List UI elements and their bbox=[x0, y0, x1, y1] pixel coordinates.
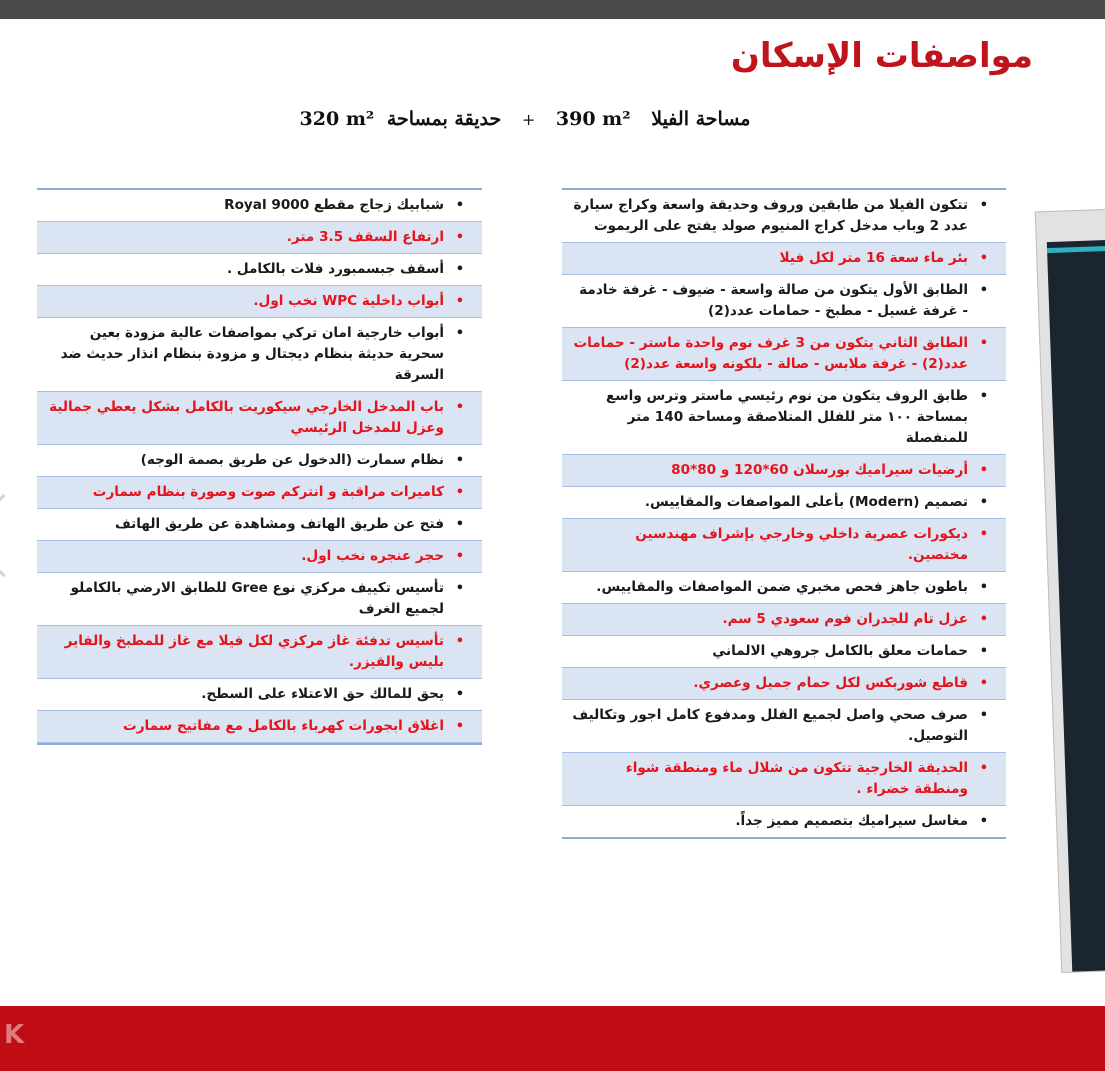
spec-item: • ديكورات عصرية داخلي وخارجي بإشراف مهندسين مختصين. bbox=[562, 518, 1006, 572]
villa-area-value: 390 m² bbox=[555, 108, 631, 130]
spec-item: • قاطع شوربكس لكل حمام جميل وعصري. bbox=[562, 667, 1006, 700]
spec-item: • ارتفاع السقف 3.5 متر. bbox=[37, 221, 482, 254]
spec-item: • نظام سمارت (الدخول عن طريق بصمة الوجه) bbox=[37, 445, 482, 476]
spec-item: • باطون جاهز فحص مخبري ضمن المواصفات والمقاييس. bbox=[562, 572, 1006, 603]
area-summary bbox=[0, 108, 1050, 130]
side-frame-accent bbox=[1047, 246, 1105, 253]
spec-item: • يحق للمالك حق الاعتلاء على السطح. bbox=[37, 679, 482, 710]
side-frame-screen bbox=[1047, 240, 1105, 972]
spec-item: • تصميم (Modern) بأعلى المواصفات والمقاييس. bbox=[562, 487, 1006, 518]
spec-item: • أسقف جبسمبورد فلات بالكامل . bbox=[37, 254, 482, 285]
spec-item: • مغاسل سيراميك بتصميم مميز جداً. bbox=[562, 806, 1006, 837]
spec-item: • تتكون الفيلا من طابقين وروف وحديقة واسعة وكراج سيارة عدد 2 وباب مدخل كراج المنيوم صولد يفتح على الريموت bbox=[562, 190, 1006, 242]
logo-mark-icon: K bbox=[4, 1020, 25, 1050]
garden-area-label: حديقة بمساحة bbox=[386, 108, 502, 130]
spec-item: • عزل تام للجدران فوم سعودي 5 سم. bbox=[562, 603, 1006, 636]
spec-item: • الطابق الثاني يتكون من 3 غرف نوم واحدة ماستر - حمامات عدد(2) - غرفة ملابس - صالة - بلكونه واسعة عدد(2) bbox=[562, 327, 1006, 381]
top-bar bbox=[0, 0, 1105, 19]
spec-item: • كاميرات مراقبة و انتركم صوت وصورة بنظام سمارت bbox=[37, 476, 482, 509]
spec-item: • أرضيات سيراميك بورسلان 60*120 و 80*80 bbox=[562, 454, 1006, 487]
spec-item: • صرف صحي واصل لجميع الفلل ومدفوع كامل اجور وتكاليف التوصيل. bbox=[562, 700, 1006, 752]
spec-item: • حجر عنجره نخب اول. bbox=[37, 540, 482, 573]
specs-column-left bbox=[37, 188, 482, 745]
spec-item: • الحديقة الخارجية تتكون من شلال ماء ومنطقة شواء ومنطقة خضراء . bbox=[562, 752, 1006, 806]
spec-item: • اغلاق ابجورات كهرباء بالكامل مع مفاتيح سمارت bbox=[37, 710, 482, 743]
spec-item: • أبواب داخلية WPC نخب اول. bbox=[37, 285, 482, 318]
spec-item: • تأسيس تدفئة غاز مركزي لكل فيلا مع غاز للمطبخ والفاير بليس والقيزر. bbox=[37, 625, 482, 679]
villa-area-label: مساحة الفيلا bbox=[651, 108, 751, 130]
specs-column-right bbox=[562, 188, 1006, 839]
plus-sign: + bbox=[521, 110, 536, 129]
spec-item: • الطابق الأول يتكون من صالة واسعة - ضيوف - غرفة خادمة - غرفة غسيل - مطبخ - حمامات عدد(2) bbox=[562, 275, 1006, 327]
garden-area-value: 320 m² bbox=[299, 108, 375, 130]
page-title: مواصفات الإسكان bbox=[730, 36, 1033, 76]
bottom-bar bbox=[0, 1006, 1105, 1071]
spec-item: • باب المدخل الخارجي سيكوريت بالكامل بشكل يعطي جمالية وعزل للمدخل الرئيسي bbox=[37, 391, 482, 445]
spec-item: • بئر ماء سعة 16 متر لكل فيلا bbox=[562, 242, 1006, 275]
spec-item: • حمامات معلق بالكامل جروهي الالماني bbox=[562, 636, 1006, 667]
spec-item: • شبابيك زجاج مقطع Royal 9000 bbox=[37, 190, 482, 221]
side-frame-decoration bbox=[1035, 209, 1105, 973]
spec-item: • أبواب خارجية امان تركي بمواصفات عالية مزودة بعين سحرية حديثة بنظام ديجتال و مزودة بنظام انذار حديث ضد السرقة bbox=[37, 318, 482, 391]
spec-item: • فتح عن طريق الهاتف ومشاهدة عن طريق الهاتف bbox=[37, 509, 482, 540]
spec-item: • طابق الروف يتكون من نوم رئيسي ماستر وترس واسع بمساحة ١٠٠ متر للفلل المتلاصقة ومساحة 140 متر للمنفصلة bbox=[562, 381, 1006, 454]
spec-item: • تأسيس تكييف مركزي نوع Gree للطابق الارضي بالكاملو لجميع الغرف bbox=[37, 573, 482, 625]
